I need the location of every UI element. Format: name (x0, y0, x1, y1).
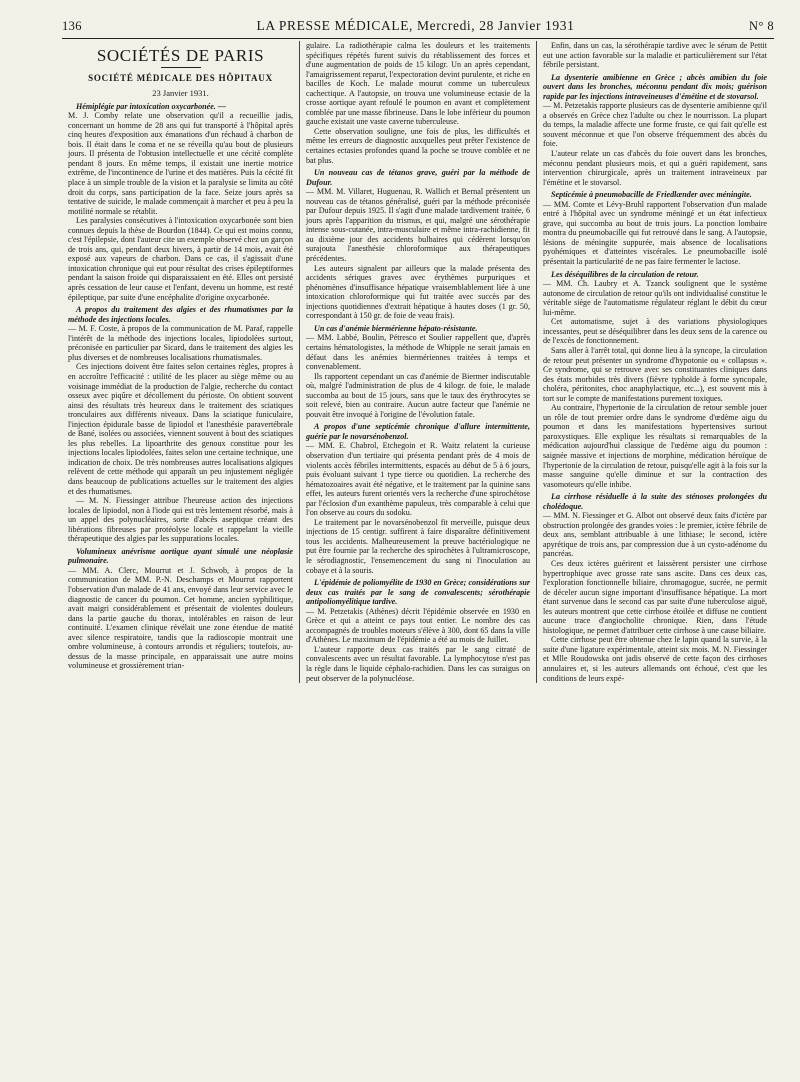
article-paragraph: Cette observation souligne, une fois de plus, les difficultés et même les erreurs de diagnostic auxquelles peut prêter l'existence de certaines ectasies profondes quand la poche se trouve comblée et ne bat plus. (306, 126, 530, 165)
article-paragraph: — M. F. Coste, à propos de la communication de M. Paraf, rappelle l'intérêt de la méthode des injections locales, lipiodolées surtout, préconisée en particulier par Sicard, dans le traitement des algies les plus diverses et de nombreuses localisations rhumatismales. (68, 324, 293, 362)
article-paragraph: — M. Petzetakis rapporte plusieurs cas de dysenterie amibienne qu'il a observés en Grèce chez l'adulte ou chez le nourrisson. La plupart du temps, la maladie affecte une forme fruste, ce qui fait qu'elle est souvent méconnue et que l'on observe fréquemment des abcès du foie. (543, 101, 767, 149)
running-header (62, 18, 774, 39)
article-title: Septicémie à pneumobacille de Friedlænder avec méningite. (551, 190, 752, 200)
article-paragraph: — MM. Ch. Laubry et A. Tzanck soulignent que le système autonome de circulation de retour qu'ils ont individualisé constitue le véritable siège de l'automatisme régulateur réglant le débit du cœur lui-même. (543, 279, 767, 317)
article-paragraph: M. J. Comby relate une observation qu'il a recueillie jadis, concernant un homme de 28 ans qui fut transporté à l'hôpital après cinq heures d'exposition aux émanations d'un réchaud à charbon de bois. Il était dans le coma et ne se réveilla qu'au bout de plusieurs jours. Il présenta de l'obtusion intellectuelle et une cécité complète pendant 8 jours. En même temps, il existait une inertie motrice extrême, de l'incontinence de l'urine et des matières. Puis la cécité fit place à un simple trouble de la vision et la paralysie se limita au côté droit du corps, sans participation de la face. Seize jours après sa tentative de suicide, le malade commençait à marcher et peu à peu la motilité normale se rétablit. (68, 111, 293, 216)
journal-title: LA PRESSE MÉDICALE, Mercredi, 28 Janvier 1931 (256, 18, 575, 33)
article-paragraph: — MM. Comte et Lévy-Bruhl rapportent l'observation d'un malade entré à l'hôpital avec un syndrome méningé et un état infectieux grave, qui succomba au bout de trois jours. La ponction lombaire montra du pneumobacille qui fut retrouvé dans le sang. A l'autopsie, lésions de méningite suppurée, mais absence de localisations pyohémiques et d'atteintes viscérales. Le pneumobacille isolé présentait la particularité de ne pas faire fermenter le lactose. (543, 199, 767, 267)
column-1 (62, 41, 299, 683)
article-paragraph: Au contraire, l'hypertonie de la circulation de retour semble jouer un rôle de tout premier ordre dans le syndrome d'œdème aigu du poumon et dans les manifestations hypertensives surtout paroxystiques. Elle explique les résultats si remarquables de la médication aujourd'hui classique de l'œdème aigu du poumon : saignée massive et injections de morphine, médication héroïque de l'hypertonie de la circulation de retour, puisqu'elle agit à la fois sur la masse sanguine qu'elle diminue et sur la contraction des vasomoteurs qu'elle inhibe. (543, 403, 767, 489)
article-title: Volumineux anévrisme aortique ayant simulé une néoplasie pulmonaire. (68, 546, 293, 566)
article-title: Hémiplégie par intoxication oxycarbonée. — (76, 101, 226, 111)
article-title: Un cas d'anémie biermérienne hépato-résistante. (314, 323, 478, 333)
article-paragraph: Sans aller à l'arrêt total, qui donne lieu à la syncope, la circulation de retour peut présenter un syndrome d'hypotonie ou « collapsus ». Ce syndrome, qui se retrouve avec ses constituantes cliniques dans des états morbides très divers (fièvre typhoïde à forme syncopale, choléra, péritonites, choc anaphylactique, etc...), est souvent mis à tort sur le compte de manifestations purement toxiques. (543, 345, 767, 403)
issue-number: N° 8 (748, 19, 774, 33)
article-paragraph: Le traitement par le novarsénobenzol fit merveille, puisque deux injections de 15 centigr. suffirent à faire disparaître définitivement tous les accidents. Malheureusement la preuve bactériologique ne put être fournie par la recherche des spirochètes à l'ultramicroscope, le sérodiagnostic, l'ensemencement du sang ni l'inoculation au cobaye et à la souris. (306, 517, 530, 575)
article-paragraph: Cet automatisme, sujet à des variations physiologiques incessantes, peut se déséquilibrer dans les deux sens de la carence ou de l'excès de fonctionnement. (543, 317, 767, 346)
column-3 (536, 41, 773, 683)
article-title: L'épidémie de poliomyélite de 1930 en Grèce; considérations sur deux cas traités par le sang de convalescents; sérothérapie antipoliomyélitique tardive. (306, 578, 530, 607)
article-paragraph: Enfin, dans un cas, la sérothérapie tardive avec le sérum de Pettit eut une action favorable sur la maladie et particulièrement sur l'état fébrile persistant. (543, 41, 767, 70)
article-paragraph: Les paralysies consécutives à l'intoxication oxycarbonée sont bien connues depuis la thèse de Bourdon (1844). Ce qui est moins connu, c'est l'épilepsie, dont l'auteur cite un exemple observé chez un garçon de trois ans, qui, pendant deux hivers, à partir de 14 mois, avait été exposé aux vapeurs de charbon. Dans ce cas, il s'agissait d'une intoxication chronique qui eut pour résultat des crises épileptiformes pendant la saison froide qui disparaissaient en été. Elles ont persisté après cessation de leur cause et l'enfant, devenu un homme, est resté épileptique, par suite d'une encéphalite d'origine oxycarbonée. (68, 216, 293, 302)
article-title: La dysenterie amibienne en Grèce ; abcès amibien du foie ouvert dans les bronches, méconnu pendant dix mois; guérison rapide par les injections intraveineuses d'émétine et de stovarsol. (543, 72, 767, 101)
article-paragraph: — MM. A. Clerc, Mourrut et J. Schwob, à propos de la communication de MM. P.-N. Deschamps et Mourrut rapportent l'observation d'un malade de 41 ans, envoyé dans leur service avec le diagnostic de cancer du poumon. Cet homme, ancien syphilitique, avait maigri considérablement et présentait de violentes douleurs dans la partie gauche du thorax, intolérables en raison de leur continuité. L'examen clinique révélait une zone étendue de matité avec silence respiratoire, tandis que la radioscopie montrait une ombre volumineuse, à contours arrondis et réguliers; toutefois, au-dessus de la masse principale, en apparaissait une autre moins volumineuse et grossièrement trian- (68, 565, 293, 671)
article-title: La cirrhose résiduelle à la suite des sténoses prolongées du cholédoque. (543, 492, 767, 511)
article-paragraph: — M. N. Fiessinger attribue l'heureuse action des injections locales de lipiodol, non à l'iode qui est très lentement résorbé, mais à un appel des polynucléaires, sorte d'abcès aseptique créant des libérations fibreuses par protéolyse locale et rappelant la vieille thérapeutique des algies par les suppurations locales. (68, 496, 293, 544)
article-paragraph: — MM. M. Villaret, Huguenau, R. Wallich et Bernal présentent un nouveau cas de tétanos généralisé, guéri par la méthode préconisée par Dufour depuis 1925. Il s'agit d'une malade tardivement traitée, 6 jours après l'apparition du trismus, et qui, malgré une sérothérapie intense sous-cutanée, intra-musculaire et même intra-rachidienne, fit au dixième jour des accidents bulbaires qui cédèrent lorsqu'on surajouta l'anesthésie chloroformique aux thérapeutiques précédentes. (306, 187, 530, 264)
columns (62, 41, 774, 683)
article-paragraph: L'auteur relate un cas d'abcès du foie ouvert dans les bronches, méconnu pendant plusieurs mois, et qui a guéri rapidement, sans intervention chirurgicale, après un traitement intraveineux par l'émétine et le stovarsol. (543, 149, 767, 187)
article-title: Un nouveau cas de tétanos grave, guéri par la méthode de Dufour. (306, 168, 530, 187)
article-paragraph: — MM. E. Chabrol, Etchegoin et R. Waitz relatent la curieuse observation d'un tertiaire qui présenta pendant près de 4 mois de violents accès fébriles intermittents, espacés au début de 5 à 6 jours, puis évoluant suivant 1 type tierce ou quotidien. La recherche des hématozoaires avait été négative, et le traitement par la quinine sans effet, les auteurs furent orientés vers la recherche d'une spirochétose par l'éclosion d'un exanthème papuleux, très comparable à celui que l'on observe au cours du sodoku. (306, 441, 530, 518)
article-paragraph: Cette cirrhose peut être obtenue chez le lapin quand la survie, à la suite d'une ligature expérimentale, atteint six mois. M. N. Fiessinger et Mlle Roudowska ont jadis observé de cette façon des cirrhoses annulaires et, si les auteurs allemands ont échoué, c'est que les conditions de leurs expé- (543, 635, 767, 683)
column-2 (299, 41, 536, 683)
article-paragraph: — M. Petzetakis (Athènes) décrit l'épidémie observée en 1930 en Grèce et qui a atteint ce pays tout entier. Le nombre des cas accompagnés de troubles moteurs s'élève à 300, dont 65 dans la ville d'Athènes. Le maximum de l'épidémie a été au mois de Juillet. (306, 606, 530, 645)
article-paragraph: Les auteurs signalent par ailleurs que la malade présenta des accidents sériques graves avec érythèmes purpuriques et phénomènes d'insuffisance hépatique vraisemblablement liée à une intoxication chloroformique qui fut traitée avec succès par des injections quotidiennes d'extrait hépatique à hautes doses (1 gr. 50, correspondant à 150 gr. de foie de veau frais). (306, 263, 530, 321)
article-title: A propos du traitement des algies et des rhumatismes par la méthode des injections locales. (68, 305, 293, 324)
society-name: SOCIÉTÉ MÉDICALE DES HÔPITAUX (68, 67, 293, 84)
section-title: SOCIÉTÉS DE PARIS (96, 46, 265, 65)
article-paragraph: Ces injections doivent être faites selon certaines règles, propres à en accroître l'efficacité : utilité de les placer au siège même ou au voisinage immédiat de la production de l'algie, recherche du contact osseux avec piqûre et décollement du périoste. On obtient souvent ainsi des résultats très heureux dans le traitement des sciatiques tronculaires aux différents niveaux. Dans la sciatique funiculaire, l'injection épidurale basse de lipiodol et l'anesthésie paravertébrale de Bané, isolées ou associées, viennent souvent à bout des sciatiques les plus rebelles. La lipoarthrite des genoux constitue pour les injections locales lipiodolées, faites selon une certaine technique, une indication de choix. De très nombreuses autres localisations algiques relèvent de cette méthode qui apparaît un peu injustement négligée dans beaucoup de publications actuelles sur le traitement des algies et des rhumatismes. (68, 362, 293, 496)
article-paragraph: — MM. Labbé, Boulin, Pétresco et Soulier rappellent que, d'après certains hématologistes, la méthode de Whipple ne serait jamais en défaut dans les anémies biermériennes traitées à temps et convenablement. (306, 333, 530, 372)
article-paragraph: L'auteur rapporte deux cas traités par le sang citraté de convalescents avec un résultat favorable. La lymphocytose n'est pas la règle dans le liquide céphalo-rachidien. Dans les cas suraigus on peut observer de la polynucléose. (306, 644, 530, 683)
article-title: Les déséquilibres de la circulation de retour. (551, 269, 699, 279)
session-date: 23 Janvier 1931. (152, 88, 209, 99)
article-title: A propos d'une septicémie chronique d'allure intermittente, guérie par le novarsénobenzol. (306, 422, 530, 441)
article-paragraph: Ces deux ictères guérirent et laissèrent persister une cirrhose hypertrophique avec grosse rate sans ascite. Dans ces deux cas, l'exploration fonctionnelle biliaire, chromagogue, sucrée, ne permit de déceler aucun signe important d'insuffisance hépatique. La mort étant survenue dans le second cas par suite d'une tuberculose aiguë, les auteurs montrent que cette cirrhose étoilée et diffuse ne contient aucune trace d'angiocholite chronique. Rien, dans l'étude histologique, ne permet d'attribuer cette cirrhose à une cause biliaire. (543, 558, 767, 635)
article-paragraph: — MM. N. Fiessinger et G. Albot ont observé deux faits d'ictère par obstruction prolongée des grandes voies : le premier, ictère fébrile de deux ans, semblant attribuable à une lithiase; le second, ictère apyrétique de trois ans, par compression due à un cysto-adénome du pancréas. (543, 511, 767, 559)
article-paragraph: gulaire. La radiothérapie calma les douleurs et les traitements spécifiques répétés furent suivis du rétablissement des forces et d'une augmentation de poids de 15 kilogr. Un an après cependant, l'amaigrissement reparut, l'expectoration devint purulente, et riche en bacilles de Koch. Le malade mourut comme un tuberculeux cachectique. A l'autopsie, on trouva une volumineuse ectasie de la crosse aortique ayant refoulé le poumon en avant et complètement comblée par une masse fibrineuse. Dans le lobe inférieur du poumon gauche existait une vaste caverne tuberculeuse. (306, 41, 530, 127)
page-number: 136 (62, 19, 82, 33)
article-paragraph: Ils rapportent cependant un cas d'anémie de Biermer indiscutable où, malgré l'administration de plus de 4 kilogr. de foie, le malade succomba au bout de 15 jours, sans que le taux des érythrocytes se soit relevé, bien au contraire. Aucun autre facteur que l'anémie ne pouvait être invoqué à l'origine de l'évolution fatale. (306, 371, 530, 419)
